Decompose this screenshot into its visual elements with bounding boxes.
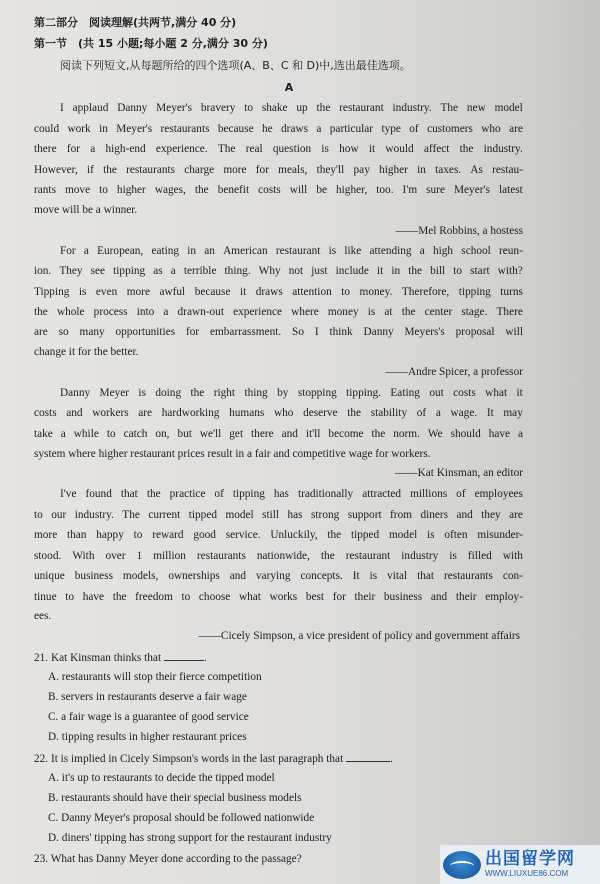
passage-label: A [284, 81, 294, 94]
passage-line: could work in Meyer's restaurants because he draws a particular type of customers who are [34, 123, 523, 135]
question-21-end: . [203, 652, 207, 664]
passage-line: to our industry. The current tipped model still has strong support from diners and they are [34, 509, 523, 521]
option-21-c: C. a fair wage is a guarantee of good service [48, 711, 249, 723]
option-22-d: D. diners' tipping has strong support for the restaurant industry [48, 832, 332, 844]
passage-line: costs and workers are hardworking humans who deserve the stability of a wage. It may [34, 407, 523, 419]
watermark-name: 出国留学网 [485, 849, 575, 869]
passage-line: rants move to higher wages, the benefit costs will be higher, too. I'm sure Meyer's latest [34, 184, 523, 196]
signature-mel-robbins: ——Mel Robbins, a hostess [395, 225, 523, 237]
passage-line: Danny Meyer is doing the right thing by stopping tipping. Eating out costs what it [60, 387, 523, 399]
option-21-a: A. restaurants will stop their fierce competition [48, 671, 262, 683]
option-22-a: A. it's up to restaurants to decide the tipped model [48, 772, 275, 784]
passage-line: stood. With over 1 million restaurants nationwide, the restaurant industry is filled with [34, 550, 523, 562]
question-21-stem: 21. Kat Kinsman thinks that [34, 652, 162, 664]
watermark-url: WWW.LIUXUE86.COM [485, 869, 569, 878]
part-heading: 第二部分 阅读理解(共两节,满分 40 分) [34, 16, 237, 29]
option-22-c: C. Danny Meyer's proposal should be followed nationwide [48, 812, 315, 824]
watermark-logo [440, 845, 600, 884]
section-heading: 第一节 (共 15 小题;每小题 2 分,满分 30 分) [34, 37, 268, 50]
passage-line: change it for the better. [34, 346, 139, 358]
question-22 [34, 751, 600, 766]
passage-line: ion. They see tipping as a terrible thing. Why not just include it in the bill to start with? [34, 265, 523, 277]
passage-line: I've found that the practice of tipping has traditionally attracted millions of employees [60, 488, 523, 500]
passage-line: unique business models, ownerships and varying concepts. It is vital that restaurants con- [34, 570, 523, 582]
question-22-end: . [390, 753, 393, 765]
passage-line: Tipping is even more awful because it draws attention to money. Therefore, tipping turns [34, 286, 523, 298]
passage-line: ees. [34, 610, 52, 622]
question-23-stem: 23. What has Danny Meyer done according to the passage? [34, 853, 302, 865]
passage-line: I applaud Danny Meyer's bravery to shake up the restaurant industry. The new model [60, 102, 523, 114]
option-21-d: D. tipping results in higher restaurant prices [48, 731, 247, 743]
option-21-b: B. servers in restaurants deserve a fair wage [48, 691, 247, 703]
passage-line: are so many opportunities for embarrassment. So I think Danny Meyers's proposal will [34, 326, 523, 338]
passage-line: take a while to catch on, but we'll get there and it'll become the norm. We should have a [34, 428, 523, 440]
passage-line: more than happy to reward good service. Unluckily, the tipped model is often misunder- [34, 529, 523, 541]
passage-line: there for a high-end experience. The real question is how it would affect the industry. [34, 143, 523, 155]
signature-andre-spicer: ——Andre Spicer, a professor [385, 366, 523, 378]
passage-line: system where higher restaurant prices result in a fair and competitive wage for workers. [34, 448, 431, 460]
signature-cicely-simpson: ——Cicely Simpson, a vice president of policy and government affairs [198, 630, 520, 642]
signature-kat-kinsman: ——Kat Kinsman, an editor [394, 467, 523, 479]
passage-line: the whole process into a drawn-out experience where money is at the center stage. There [34, 306, 523, 318]
passage-line: tinue to have the freedom to choose what works best for their business and their employ- [34, 591, 523, 603]
option-22-b: B. restaurants should have their special business models [48, 792, 302, 804]
passage-line: However, if the restaurants charge more for meals, they'll pay higher in taxes. As restau- [34, 164, 523, 176]
question-22-stem: 22. It is implied in Cicely Simpson's words in the last paragraph that [34, 753, 344, 765]
globe-icon [443, 851, 481, 879]
question-21 [34, 650, 600, 665]
answer-blank [164, 650, 204, 661]
passage-line: move will be a winner. [34, 204, 138, 216]
instruction-text: 阅读下列短文,从每题所给的四个选项(A、B、C 和 D)中,选出最佳选项。 [60, 59, 411, 72]
answer-blank [346, 751, 390, 762]
passage-line: For a European, eating in an American restaurant is like attending a high school reun- [60, 245, 523, 257]
